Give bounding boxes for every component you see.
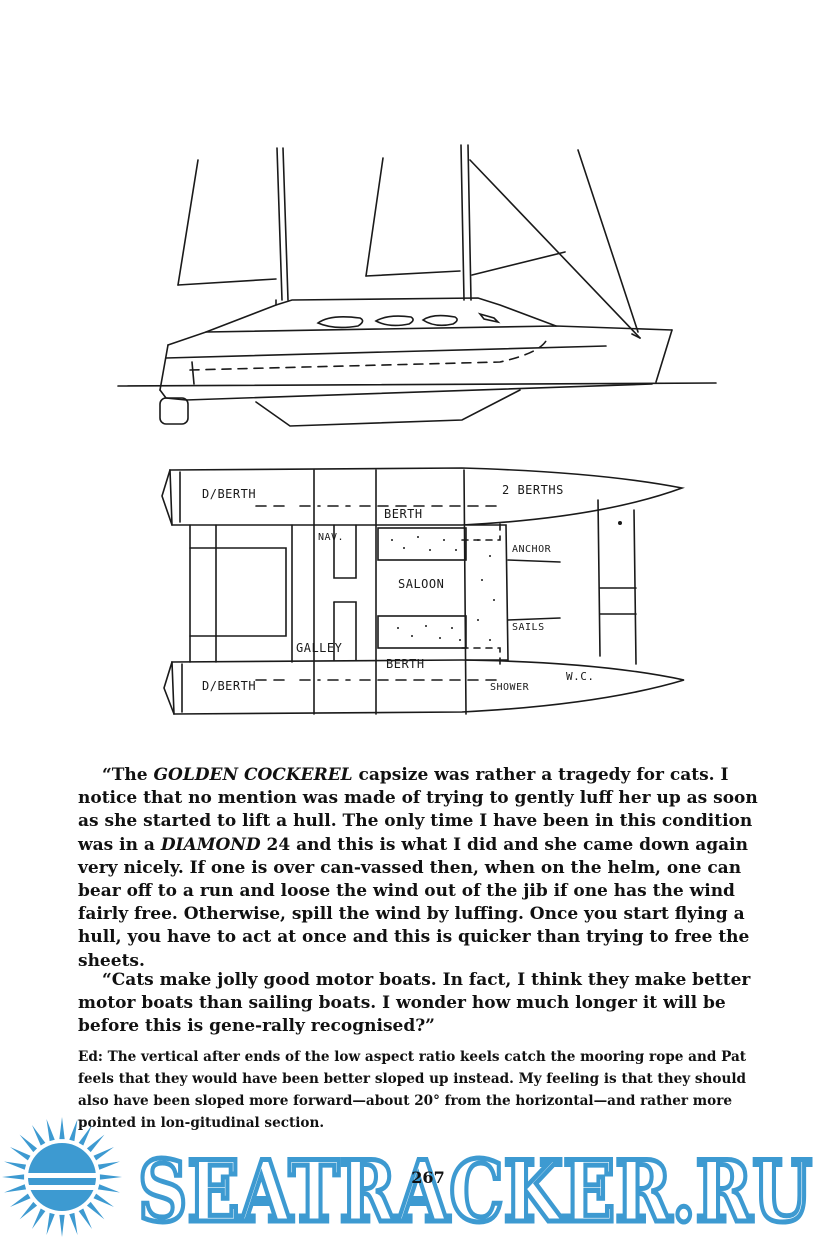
sun-ray [93,1194,113,1207]
label-berth-port: BERTH [384,507,423,521]
label-wc: W.C. [566,670,595,683]
label-berth-starboard: BERTH [386,657,425,671]
label-d-berth-starboard: D/BERTH [202,679,257,693]
label-sails: SAILS [512,622,545,633]
sun-ray [93,1147,113,1160]
sun-ray [4,1161,26,1169]
boat-name-golden-cockerel: GOLDEN COCKEREL [153,765,353,785]
sun-ray [69,1119,77,1141]
boat-name-diamond: DIAMOND [160,834,261,855]
sun-ray [46,1213,54,1235]
sun-ray [69,1213,77,1235]
sun-ray [20,1135,38,1153]
sun-ray [100,1174,122,1179]
sun-ray [4,1184,26,1192]
sun-ray [32,1208,45,1228]
label-two-berths: 2 BERTHS [502,483,564,497]
sun-ray [98,1184,120,1192]
sun-ray [59,1215,64,1237]
paragraph-golden-cockerel [78,764,778,973]
page-number: 267 [411,1168,445,1187]
p1-part-3: 24 and this is what I did and she came down again very nicely. If one is over can-vassed then, when on the helm, one can bear off to a run and loose the wind out of the jib if one has the wind fairly free. Otherwise, spill the wind by luffing. Once you start flying a hull, you have to act at once and this is quicker than trying to free the sheets. [78,834,750,971]
label-d-berth-port: D/BERTH [202,487,257,501]
label-galley: GALLEY [296,641,343,655]
p1-part-1: “The [102,765,154,785]
editor-note: Ed: The vertical after ends of the low aspect ratio keels catch the mooring rope and Pat feels that they would have been better sloped up instead. My feeling is that they should also have been sloped more forward—about 20° from the horizontal—and rather more pointed in lon-gitudinal section. [78,1049,747,1131]
sun-ray [59,1117,64,1139]
sun-ray [32,1125,45,1145]
watermark-text: SEATRACKER.RU [138,1142,812,1239]
label-saloon: SALOON [398,577,445,591]
sun-ray [79,1125,92,1145]
sun-ray [2,1174,24,1179]
p1-part-2: capsize was rather a tragedy for cats. I notice that no mention was made of trying to gently luff her up as soon as she started to lift a hull. The only time I have been in this condition was in a [78,765,758,855]
sun-ray [87,1202,105,1220]
label-nav: NAV. [318,532,345,543]
sun-ray [79,1208,92,1228]
sun-ray [87,1135,105,1153]
sun-icon [2,1117,122,1237]
label-shower: SHOWER [490,682,530,693]
sun-ray [10,1147,30,1160]
paragraph-motor-boats: “Cats make jolly good motor boats. In fact, I think they make better motor boats than sailing boats. I wonder how much longer it will be before this is gene-rally recognised?” [78,970,751,1037]
sun-ray [46,1119,54,1141]
sun-ray [10,1194,30,1207]
sun-ray [20,1202,38,1220]
label-anchor: ANCHOR [512,544,552,555]
sun-ray [98,1161,120,1169]
